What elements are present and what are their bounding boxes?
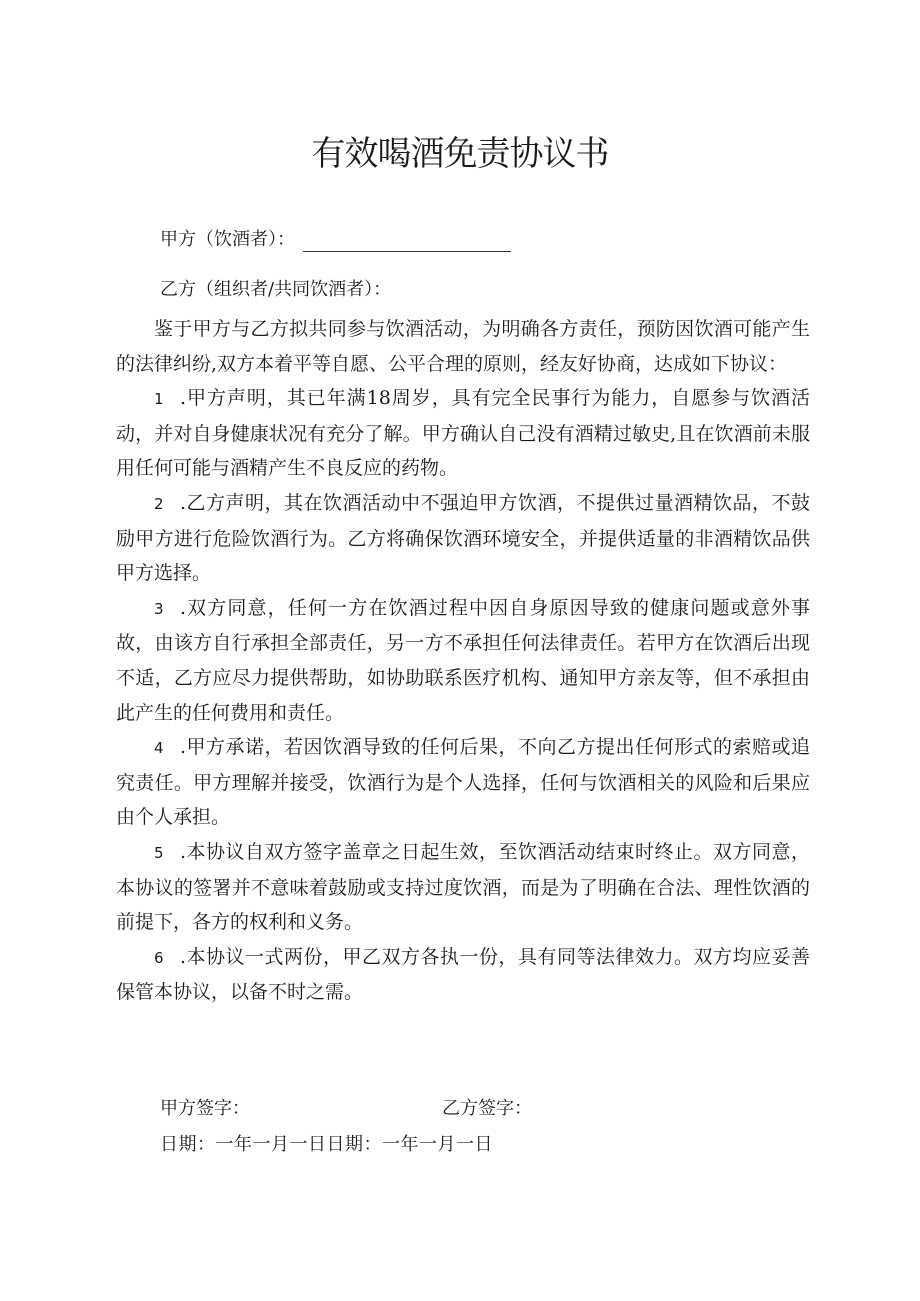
clause-3 [116, 591, 810, 730]
clause-5 [116, 835, 810, 940]
clause-text: .甲方承诺，若因饮酒导致的任何后果，不向乙方提出任何形式的索赔或追究责任。甲方理解并接受，饮酒行为是个人选择，任何与饮酒相关的风险和后果应由个人承担。 [116, 736, 810, 829]
document-title: 有效喝酒免责协议书 [311, 134, 609, 174]
clause-text: .本协议自双方签字盖章之日起生效，至饮酒活动结束时终止。双方同意，本协议的签署并不意味着鼓励或支持过度饮酒，而是为了明确在合法、理性饮酒的前提下，各方的权利和义务。 [116, 840, 810, 934]
clause-text: .双方同意，任何一方在饮酒过程中因自身原因导致的健康问题或意外事故，由该方自行承担全部责任，另一方不承担任何法律责任。若甲方在饮酒后出现不适，乙方应尽力提供帮助，如协助联系医疗机构、通知甲方亲友等，但不承担由此产生的任何费用和责任。 [116, 596, 810, 724]
party-a-blank-field[interactable] [303, 231, 511, 252]
party-b-label: 乙方（组织者/共同饮酒者）： [160, 279, 392, 300]
preamble: 鉴于甲方与乙方拟共同参与饮酒活动，为明确各方责任，预防因饮酒可能产生的法律纠纷,双方本着平等自愿、公平合理的原则，经友好协商，达成如下协议： [116, 318, 810, 375]
party-b-signature-label: 乙方签字： [442, 1098, 532, 1119]
clause-number: 2 [154, 494, 164, 513]
clause-text: .本协议一式两份，甲乙双方各执一份，具有同等法律效力。双方均应妥善保管本协议，以备不时之需。 [116, 945, 810, 1004]
clause-number: 4 [154, 739, 164, 758]
clause-1 [116, 381, 810, 486]
party-a-line [160, 228, 511, 252]
party-a-label: 甲方（饮酒者）： [160, 229, 295, 250]
clause-number: 1 [154, 390, 164, 409]
clause-number: 5 [154, 843, 164, 862]
party-a-signature-label: 甲方签字： [160, 1098, 250, 1119]
clause-2 [116, 486, 810, 591]
clause-number: 6 [154, 948, 164, 967]
clause-number: 3 [154, 599, 164, 618]
date-line: 日期：一年一月一日日期：一年一月一日 [160, 1134, 493, 1155]
clause-text: .甲方声明，其已年满18周岁，具有完全民事行为能力，自愿参与饮酒活动，并对自身健康状况有充分了解。甲方确认自己没有酒精过敏史,且在饮酒前未服用任何可能与酒精产生不良反应的药物。 [116, 387, 810, 480]
clause-6 [116, 940, 810, 1010]
agreement-body [116, 312, 810, 1010]
clause-4 [116, 730, 810, 835]
clause-text: .乙方声明，其在饮酒活动中不强迫甲方饮酒，不提供过量酒精饮品，不鼓励甲方进行危险饮酒行为。乙方将确保饮酒环境安全，并提供适量的非酒精饮品供甲方选择。 [116, 491, 810, 585]
